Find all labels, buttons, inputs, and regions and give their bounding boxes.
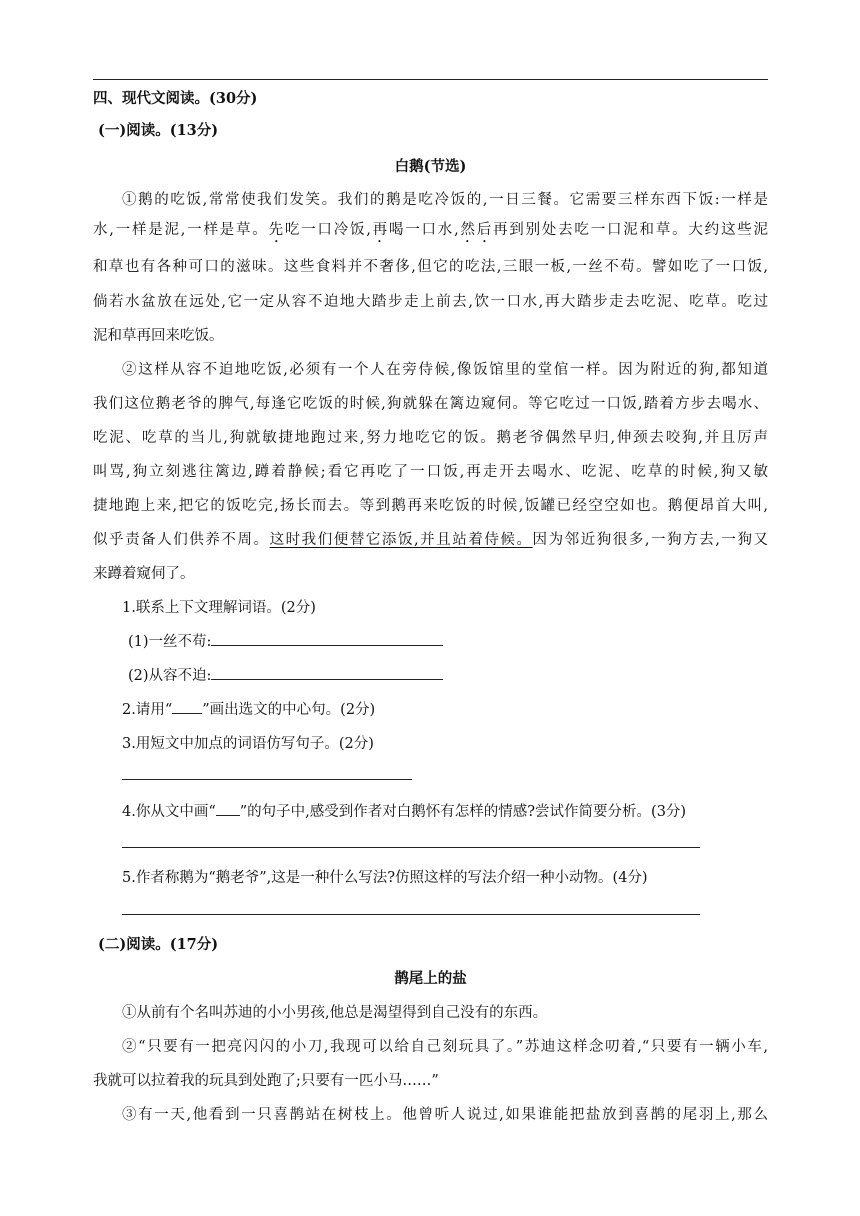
question-1-2: (2)从容不迫: xyxy=(128,666,803,686)
section-title: 四、现代文阅读。(30分) xyxy=(93,90,258,107)
question-5: 5.作者称鹅为“鹅老爷”,这是一种什么写法?仿照这样的写法介绍一种小动物。(4分) xyxy=(122,870,648,886)
passage1-p2-line4: 叫骂,狗立刻逃往篱边,蹲着静候;看它再吃了一口饭,再走开去喝水、吃泥、吃草的时候,狗又敏 xyxy=(93,464,768,480)
question-4: 4.你从文中画“ ”的句子中,感受到作者对白鹅怀有怎样的情感?尝试作简要分析。(3分) xyxy=(122,804,687,820)
dotted-word-xian: 先 xyxy=(268,222,285,238)
passage1-p2-line3: 吃泥、吃草的当儿,狗就敏捷地跑过来,努力地吃它的饭。鹅老爷偶然早归,伸颈去咬狗,并且厉声 xyxy=(93,430,768,446)
line-symbol xyxy=(172,713,202,714)
part1-title: (一)阅读。(13分) xyxy=(98,122,219,139)
answer-line-4[interactable] xyxy=(122,847,700,848)
passage1-p2-line5: 捷地跑上来,把它的饭吃完,扬长而去。等到鹅再来吃饭的时候,饭罐已经空空如也。鹅便昂首大叫, xyxy=(93,498,768,514)
passage1-p1-line4: 倘若水盆放在远处,它一定从容不迫地大踏步走上前去,饮一口水,再大踏步走去吃泥、吃草。吃过 xyxy=(93,294,768,310)
answer-blank-1-1[interactable] xyxy=(211,645,443,646)
passage1-p1-line5: 泥和草再回来吃饭。 xyxy=(93,328,224,344)
passage2-p3-line1: ③有一天,他看到一只喜鹊站在树枝上。他曾听人说过,如果谁能把盐放到喜鹊的尾羽上,那么 xyxy=(122,1107,768,1123)
question-1: 1.联系上下文理解词语。(2分) xyxy=(122,600,316,616)
passage1-p1-line2: 水,一样是泥,一样是草。先吃一口冷饭,再喝一口水,然后再到别处去吃一口泥和草。大约这些泥 xyxy=(93,222,769,238)
passage2-p2-line1: ②“只要有一把亮闪闪的小刀,我现可以给自己刻玩具了。”苏迪这样念叨着,“只要有一辆小车, xyxy=(122,1039,768,1055)
passage1-title: 白鹅(节选) xyxy=(394,158,467,175)
passage1-p2-line2: 我们这位鹅老爷的脾气,每逢它吃饭的时候,狗就躲在篱边窥伺。等它吃过一口饭,踏着方步去喝水、 xyxy=(93,396,768,412)
passage1-p2-line1: ②这样从容不迫地吃饭,必须有一个人在旁侍候,像饭馆里的堂倌一样。因为附近的狗,都知道 xyxy=(122,362,768,378)
question-3: 3.用短文中加点的词语仿写句子。(2分) xyxy=(122,736,374,752)
passage2-title: 鹊尾上的盐 xyxy=(394,970,467,987)
answer-line-5[interactable] xyxy=(122,914,700,915)
passage1-p1-line3: 和草也有各种可口的滋味。这些食料并不奢侈,但它的吃法,三眼一板,一丝不苟。譬如吃了一口饭, xyxy=(93,259,768,275)
question-2: 2.请用“ ”画出选文的中心句。(2分) xyxy=(122,702,376,718)
header-rule xyxy=(93,79,768,80)
answer-line-3[interactable] xyxy=(122,779,412,780)
dotted-word-zai: 再 xyxy=(370,222,389,238)
passage2-p1: ①从前有个名叫苏迪的小小男孩,他总是渴望得到自己没有的东西。 xyxy=(122,1005,548,1021)
part2-title: (二)阅读。(17分) xyxy=(98,936,219,953)
underlined-sentence: 这时我们便替它添饭,并且站着侍候。 xyxy=(269,532,533,548)
passage1-p2-line6: 似乎责备人们供养不周。这时我们便替它添饭,并且站着侍候。因为邻近狗很多,一狗方去,一狗又 xyxy=(93,532,769,548)
question-1-1: (1)一丝不苟: xyxy=(128,632,803,652)
passage1-p1-line1: ①鹅的吃饭,常常使我们发笑。我们的鹅是吃冷饭的,一日三餐。它需要三样东西下饭:一样是 xyxy=(122,192,768,208)
passage1-p2-line7: 来蹲着窥伺了。 xyxy=(93,566,195,582)
passage2-p2-line2: 我就可以拉着我的玩具到处跑了;只要有一匹小马……” xyxy=(93,1073,439,1089)
line-symbol xyxy=(216,815,240,816)
answer-blank-1-2[interactable] xyxy=(211,679,443,680)
dotted-word-ranhou: 然后 xyxy=(458,222,494,238)
